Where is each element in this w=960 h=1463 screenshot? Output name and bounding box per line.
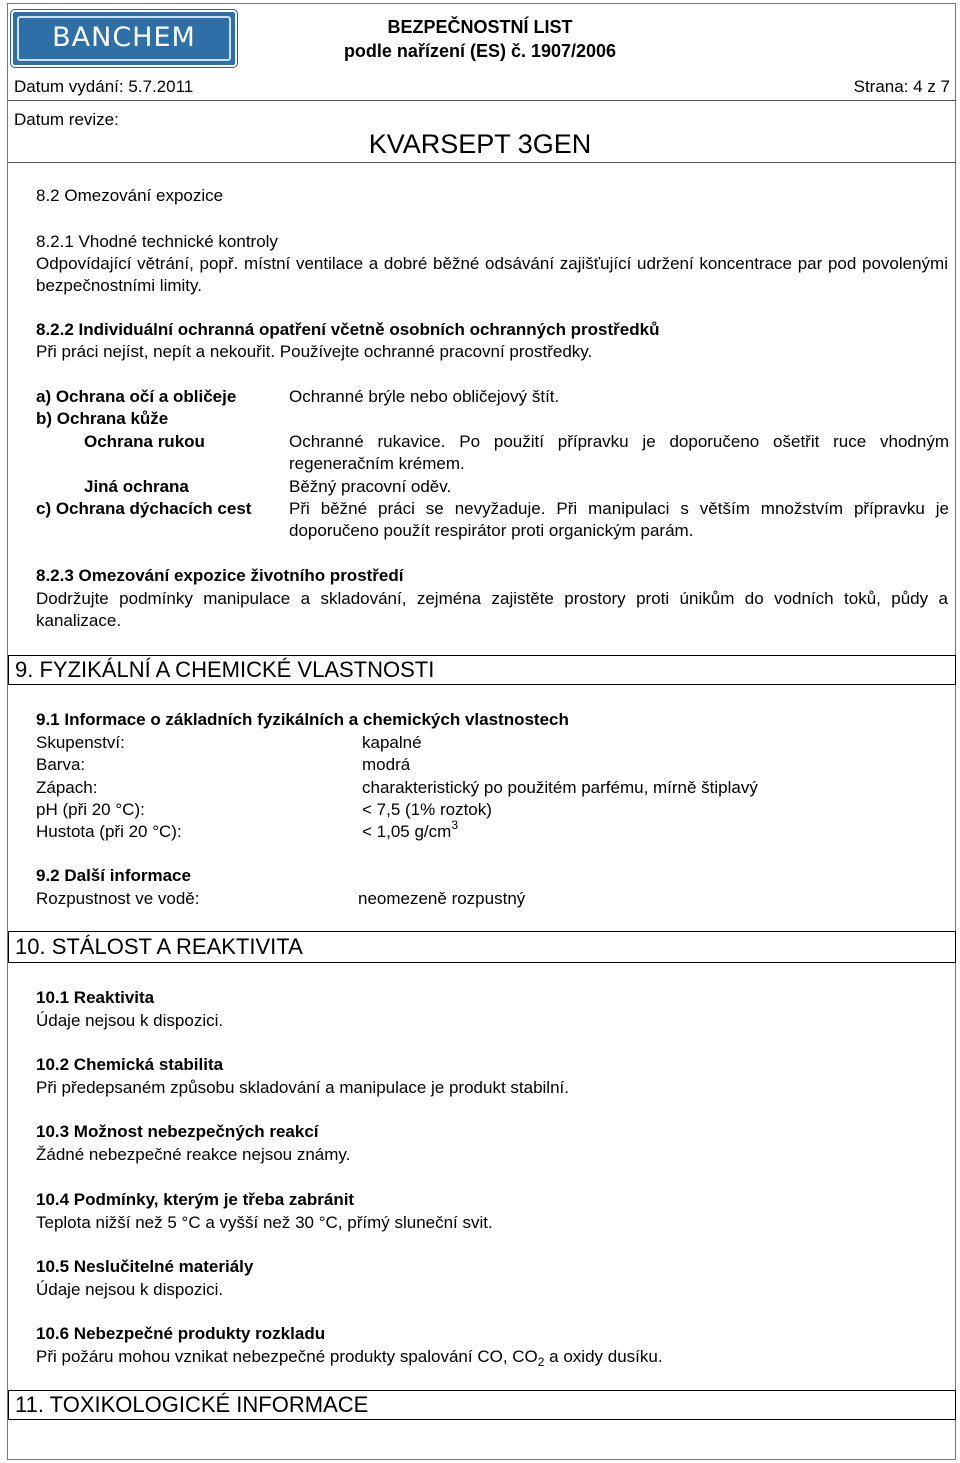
document-title: BEZPEČNOSTNÍ LIST bbox=[387, 17, 573, 37]
prop-label: Barva: bbox=[36, 755, 86, 774]
skin-protection-label: b) Ochrana kůže bbox=[36, 409, 169, 428]
prop-value: modrá bbox=[362, 755, 411, 774]
prop-label: Hustota (při 20 °C): bbox=[36, 822, 182, 841]
section-10-4-title: 10.4 Podmínky, kterým je třeba zabránit bbox=[36, 1190, 355, 1209]
section-11-heading: 11. TOXIKOLOGICKÉ INFORMACE bbox=[8, 1390, 956, 1420]
section-10-6-title: 10.6 Nebezpečné produkty rozkladu bbox=[36, 1324, 326, 1343]
revision-date: Datum revize: bbox=[14, 110, 119, 129]
page-number: Strana: 4 z 7 bbox=[853, 77, 950, 96]
respiratory-protection-label: c) Ochrana dýchacích cest bbox=[36, 499, 252, 518]
solubility-value: neomezeně rozpustný bbox=[358, 889, 526, 908]
section-8-2-2-text: Při práci nejíst, nepít a nekouřit. Používejte ochranné pracovní prostředky. bbox=[36, 342, 593, 361]
co2-subscript: 2 bbox=[537, 1355, 545, 1369]
other-protection-label: Jiná ochrana bbox=[84, 477, 189, 496]
section-9-1-title: 9.1 Informace o základních fyzikálních a chemických vlastnostech bbox=[36, 710, 569, 729]
section-8-2-3-text: Dodržujte podmínky manipulace a skladování, zejména zajistěte prostory proti únikům do vodních toků, půdy a kanalizace. bbox=[36, 589, 948, 630]
section-10-1-title: 10.1 Reaktivita bbox=[36, 988, 155, 1007]
solubility-label: Rozpustnost ve vodě: bbox=[36, 889, 200, 908]
section-10-5-text: Údaje nejsou k dispozici. bbox=[36, 1280, 224, 1299]
document-regulation: podle nařízení (ES) č. 1907/2006 bbox=[343, 41, 617, 61]
eye-protection-label: a) Ochrana očí a obličeje bbox=[36, 387, 237, 406]
prop-label: Skupenství: bbox=[36, 733, 125, 752]
product-name: KVARSEPT 3GEN bbox=[368, 129, 592, 159]
other-protection-value: Běžný pracovní oděv. bbox=[289, 477, 452, 496]
banchem-logo bbox=[11, 10, 237, 67]
prop-label: Zápach: bbox=[36, 778, 98, 797]
prop-value: charakteristický po použitém parfému, mírně štiplavý bbox=[362, 778, 758, 797]
section-9-heading: 9. FYZIKÁLNÍ A CHEMICKÉ VLASTNOSTI bbox=[8, 655, 956, 685]
section-10-4-text: Teplota nižší než 5 °C a vyšší než 30 °C, přímý sluneční svit. bbox=[36, 1213, 493, 1232]
prop-value: < 7,5 (1% roztok) bbox=[362, 800, 492, 819]
section-8-2-title: 8.2 Omezování expozice bbox=[36, 186, 224, 205]
prop-density-value bbox=[362, 818, 458, 843]
section-10-5-title: 10.5 Neslučitelné materiály bbox=[36, 1257, 254, 1276]
section-8-2-1-text: Odpovídající větrání, popř. místní ventilace a dobré běžné odsávání zajišťující udržení koncentrace par pod povolenými bezpečnostními limity. bbox=[36, 254, 948, 295]
hand-protection-value: Ochranné rukavice. Po použití přípravku je doporučeno ošetřit ruce vhodným regeneračním krémem. bbox=[289, 432, 949, 473]
prop-value: kapalné bbox=[362, 733, 422, 752]
decomposition-text: Při požáru mohou vznikat nebezpečné produkty spalování CO, CO bbox=[36, 1347, 538, 1366]
logo-text: BANCHEM bbox=[52, 22, 196, 53]
page-frame bbox=[7, 3, 956, 1460]
density-unit-superscript: 3 bbox=[451, 818, 458, 832]
respiratory-protection-value: Při běžné práci se nevyžaduje. Při manipulaci s větším množstvím přípravku je doporučeno použít respirátor proti organickým parám. bbox=[289, 499, 949, 540]
section-10-heading: 10. STÁLOST A REAKTIVITA bbox=[8, 931, 956, 963]
section-10-3-text: Žádné nebezpečné reakce nejsou známy. bbox=[36, 1145, 351, 1164]
prop-label: pH (při 20 °C): bbox=[36, 800, 145, 819]
section-10-2-text: Při předepsaném způsobu skladování a manipulace je produkt stabilní. bbox=[36, 1078, 569, 1097]
section-10-1-text: Údaje nejsou k dispozici. bbox=[36, 1011, 224, 1030]
section-8-2-2-title: 8.2.2 Individuální ochranná opatření včetně osobních ochranných prostředků bbox=[36, 320, 660, 339]
header-bottom-divider bbox=[8, 162, 956, 163]
hand-protection-label: Ochrana rukou bbox=[84, 432, 205, 451]
section-8-2-3-title: 8.2.3 Omezování expozice životního prostředí bbox=[36, 566, 404, 585]
header-divider bbox=[8, 100, 956, 101]
section-10-3-title: 10.3 Možnost nebezpečných reakcí bbox=[36, 1122, 319, 1141]
section-9-2-title: 9.2 Další informace bbox=[36, 866, 191, 885]
density-value: < 1,05 g/cm bbox=[362, 822, 452, 841]
section-8-2-1-title: 8.2.1 Vhodné technické kontroly bbox=[36, 232, 278, 251]
eye-protection-value: Ochranné brýle nebo obličejový štít. bbox=[289, 387, 560, 406]
section-10-2-title: 10.2 Chemická stabilita bbox=[36, 1055, 224, 1074]
section-10-6-text bbox=[36, 1346, 663, 1368]
issue-date: Datum vydání: 5.7.2011 bbox=[14, 77, 194, 96]
decomposition-text-end: a oxidy dusíku. bbox=[544, 1347, 663, 1366]
